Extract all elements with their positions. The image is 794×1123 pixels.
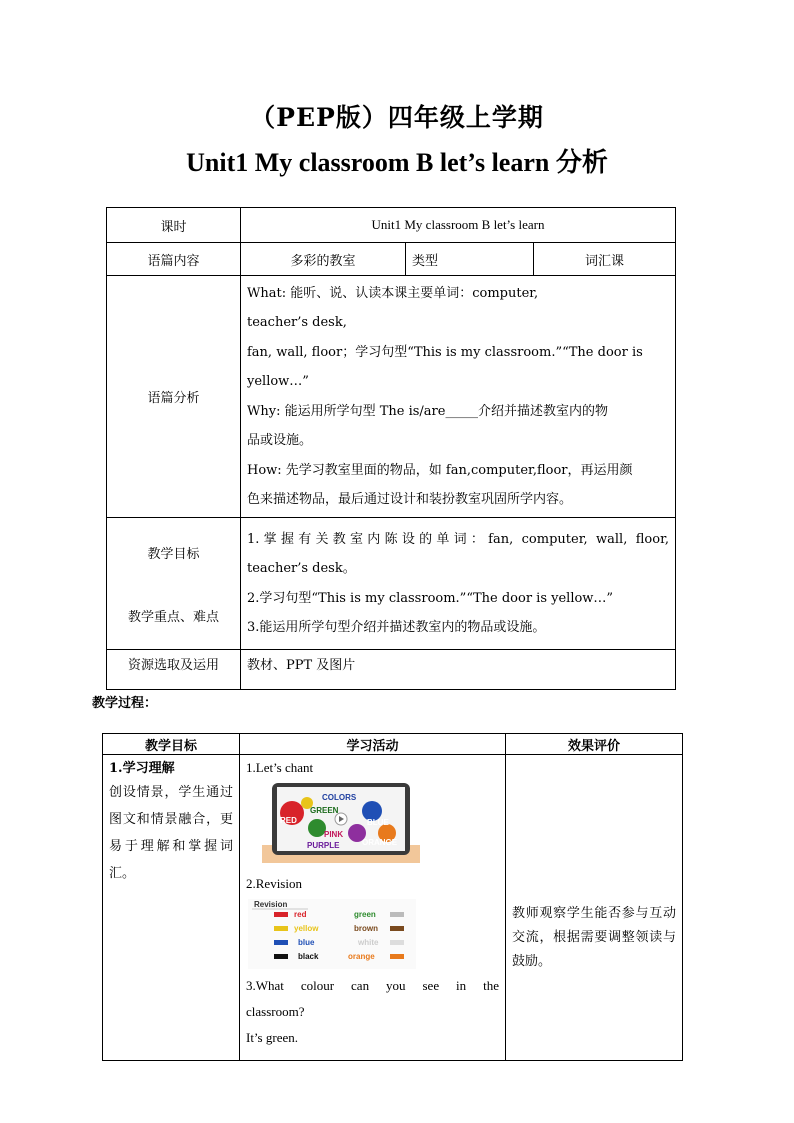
row-goals xyxy=(107,518,676,650)
goal-line: 1.掌握有关教室内陈设的单词：fan, computer, wall, floor, xyxy=(247,531,669,547)
chant-video-svg xyxy=(262,783,420,863)
resources-value: 教材、PPT 及图片 xyxy=(241,650,676,690)
type-label: 类型 xyxy=(406,243,534,276)
analysis-content xyxy=(241,276,676,518)
goal-line: 2.学习句型“This is my classroom.”“The door is yellow…” xyxy=(247,590,614,606)
analysis-line: teacher’s desk, xyxy=(247,315,347,330)
revision-word: white xyxy=(358,938,379,947)
revision-image xyxy=(248,899,416,969)
evaluation-text: 教师观察学生能否参与互动交流，根据需要调整领读与鼓励。 xyxy=(512,906,676,969)
goals-label-cell xyxy=(107,518,241,650)
revision-word: brown xyxy=(354,924,378,933)
header-activity: 学习活动 xyxy=(240,734,506,755)
analysis-label: 语篇分析 xyxy=(107,276,241,518)
process-row-1 xyxy=(103,755,683,1061)
row-resources xyxy=(107,650,676,690)
revision-word: yellow xyxy=(294,924,319,933)
activity-cell xyxy=(240,755,506,1061)
goal-title: 1.学习理解 xyxy=(109,761,175,776)
activity-3-line2: classroom? xyxy=(246,1004,305,1019)
analysis-line: fan, wall, floor；学习句型“This is my classroom.”“The door is xyxy=(247,344,643,360)
row-content xyxy=(107,243,676,276)
chant-word: PURPLE xyxy=(307,841,340,850)
analysis-line: 品或设施。 xyxy=(247,433,313,448)
goal-text: 创设情景，学生通过图文和情景融合，更易于理解和掌握词汇。 xyxy=(109,785,233,881)
goals-label: 教学目标 xyxy=(147,546,200,562)
revision-word: black xyxy=(298,952,319,961)
activity-2: 2.Revision xyxy=(246,876,302,891)
lesson-info-table xyxy=(106,207,676,690)
content-label: 语篇内容 xyxy=(107,243,241,276)
revision-word: orange xyxy=(348,952,375,961)
header-evaluation: 效果评价 xyxy=(506,734,683,755)
revision-word: blue xyxy=(298,938,315,947)
chant-word: PINK xyxy=(324,830,344,839)
chant-word: COLORS xyxy=(322,793,357,802)
lesson-value: Unit1 My classroom B let’s learn xyxy=(241,208,676,243)
lesson-label: 课时 xyxy=(107,208,241,243)
document-title-line2: Unit1 My classroom B let’s learn 分析 xyxy=(186,148,608,177)
row-lesson xyxy=(107,208,676,243)
row-analysis xyxy=(107,276,676,518)
chant-word: ORANGE xyxy=(362,838,398,847)
revision-title: Revision xyxy=(254,900,288,909)
chant-word: BLUE xyxy=(367,818,389,827)
analysis-line: How: 先学习教室里面的物品，如 fan,computer,floor，再运用颜 xyxy=(247,462,633,478)
analysis-line: What: 能听、说、认读本课主要单词：computer, xyxy=(247,285,539,301)
process-label: 教学过程： xyxy=(92,696,158,711)
chant-word: RED xyxy=(280,816,297,825)
goal-line: teacher’s desk。 xyxy=(247,561,356,576)
goal-cell xyxy=(103,755,240,1061)
goal-line: 3.能运用所学句型介绍并描述教室内的物品或设施。 xyxy=(247,620,546,635)
activity-3-line1: 3.What colour can you see in the xyxy=(246,978,499,993)
activity-3-line3: It’s green. xyxy=(246,1030,298,1045)
goals-content xyxy=(241,518,676,650)
chant-word: GREEN xyxy=(310,806,339,815)
revision-word: red xyxy=(294,910,307,919)
activity-1: 1.Let’s chant xyxy=(246,760,314,775)
teaching-process-table xyxy=(102,733,683,1061)
evaluation-cell xyxy=(506,755,683,1061)
analysis-line: yellow…” xyxy=(247,374,309,389)
key-points-label: 教学重点、难点 xyxy=(127,609,219,625)
document-title-line1: （PEP版）四年级上学期 xyxy=(250,103,544,132)
resources-label: 资源选取及运用 xyxy=(107,650,241,690)
process-header-row xyxy=(103,734,683,755)
chant-video-image xyxy=(262,783,420,863)
analysis-line: 色来描述物品，最后通过设计和装扮教室巩固所学内容。 xyxy=(247,492,573,507)
analysis-line: Why: 能运用所学句型 The is/are_____介绍并描述教室内的物 xyxy=(247,403,608,419)
type-value: 词汇课 xyxy=(534,243,676,276)
header-goal: 教学目标 xyxy=(103,734,240,755)
revision-svg xyxy=(248,899,416,969)
content-value: 多彩的教室 xyxy=(241,243,406,276)
revision-word: green xyxy=(354,910,376,919)
